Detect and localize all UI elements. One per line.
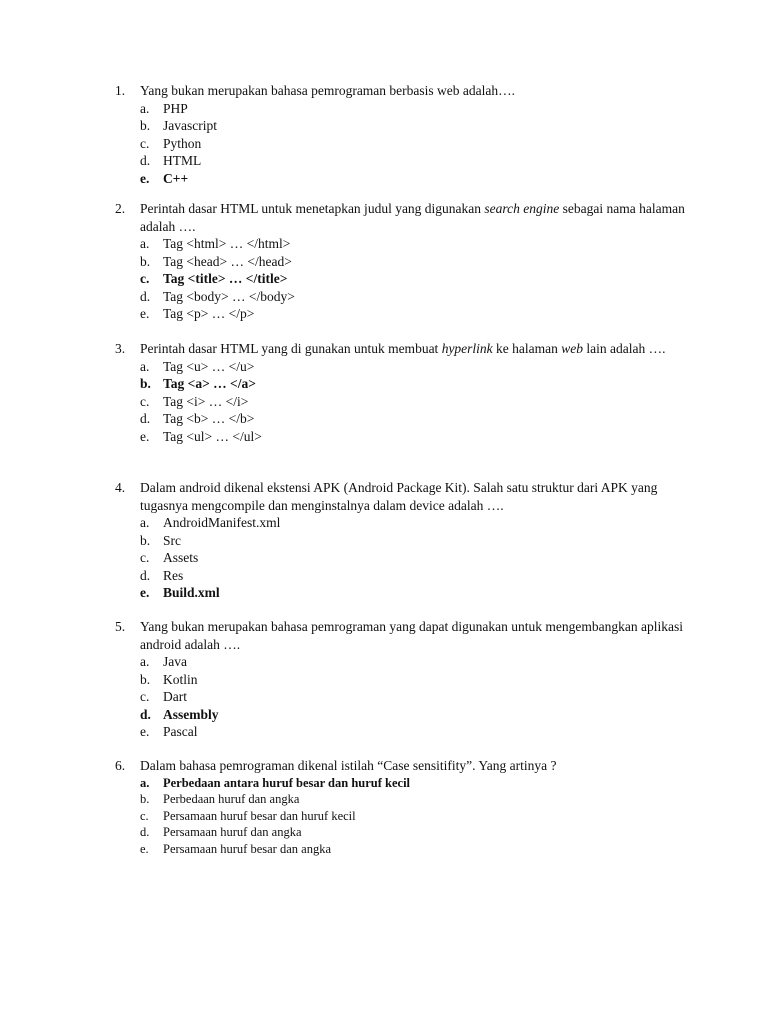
question-number: 1.: [115, 83, 126, 98]
option-e: [115, 305, 685, 323]
option-letter: a.: [140, 236, 150, 251]
question-6: [115, 757, 685, 857]
option-text: Persamaan huruf dan angka: [163, 825, 302, 839]
option-d: [115, 567, 685, 585]
option-a: [115, 358, 685, 376]
question-5: [115, 618, 685, 741]
option-text: Tag <b> … </b>: [163, 411, 255, 426]
question-stem: [115, 340, 685, 358]
option-a: [115, 775, 685, 792]
option-letter: b.: [140, 792, 150, 806]
option-b: [115, 375, 685, 393]
option-list: [115, 358, 685, 446]
option-text: Dart: [163, 689, 187, 704]
question-text: [140, 340, 685, 358]
question-number: 3.: [115, 341, 126, 356]
option-text: Perbedaan huruf dan angka: [163, 792, 300, 806]
option-letter: d.: [140, 153, 151, 168]
question-text: [140, 757, 685, 775]
option-e: [115, 723, 685, 741]
option-text: HTML: [163, 153, 202, 168]
question-text-italic: hyperlink: [441, 341, 493, 356]
option-text: Tag <title> … </title>: [163, 271, 288, 286]
question-stem: [115, 757, 685, 775]
option-a: [115, 653, 685, 671]
option-letter: e.: [140, 428, 150, 444]
option-letter: c.: [140, 550, 150, 565]
option-d: [115, 824, 685, 841]
option-d: [115, 152, 685, 170]
option-letter: b.: [140, 671, 151, 687]
option-a: [115, 100, 685, 118]
option-letter: e.: [140, 170, 150, 186]
option-text: Javascript: [163, 118, 217, 133]
option-letter: e.: [140, 585, 150, 600]
option-letter: c.: [140, 808, 149, 823]
option-letter: a.: [140, 358, 150, 374]
option-list: [115, 235, 685, 323]
question-text-part: Perintah dasar HTML untuk menetapkan judul yang digunakan: [140, 201, 485, 216]
question-text-part: Dalam android dikenal ekstensi APK (Android Package Kit). Salah satu struktur dari APK yang tugasnya mengcompile dan menginstalnya dalam device adalah ….: [140, 480, 658, 513]
question-4: [115, 479, 685, 602]
option-list: [115, 100, 685, 188]
option-e: [115, 428, 685, 446]
option-text: Res: [163, 567, 184, 583]
option-b: [115, 117, 685, 135]
option-a: [115, 514, 685, 532]
question-text-part: Dalam bahasa pemrograman dikenal istilah “Case sensitifity”. Yang artinya ?: [140, 758, 557, 773]
question-text-part: Perintah dasar HTML yang di gunakan untuk membuat: [140, 341, 442, 356]
option-text: Persamaan huruf besar dan angka: [163, 841, 331, 856]
option-letter: e.: [140, 306, 150, 321]
option-letter: c.: [140, 135, 150, 151]
option-c: [115, 688, 685, 706]
option-text: Python: [163, 135, 202, 151]
option-text: Tag <html> … </html>: [163, 236, 291, 251]
question-3: [115, 340, 685, 445]
option-d: [115, 706, 685, 724]
question-text: [140, 200, 685, 235]
option-letter: e.: [140, 724, 150, 739]
question-stem: [115, 618, 685, 653]
option-letter: a.: [140, 100, 150, 116]
option-text: Src: [163, 532, 181, 548]
option-letter: b.: [140, 253, 151, 269]
question-1: [115, 82, 685, 187]
option-letter: d.: [140, 825, 150, 839]
option-text: PHP: [163, 100, 188, 116]
question-2: [115, 200, 685, 323]
option-b: [115, 253, 685, 271]
option-letter: d.: [140, 288, 151, 304]
question-text-italic: web: [561, 341, 584, 356]
option-letter: c.: [140, 393, 150, 409]
option-list: [115, 514, 685, 602]
option-c: [115, 270, 685, 288]
option-text: Tag <i> … </i>: [163, 393, 249, 409]
option-letter: d.: [140, 411, 151, 426]
option-e: [115, 841, 685, 858]
option-letter: e.: [140, 841, 149, 856]
option-text: AndroidManifest.xml: [163, 515, 281, 530]
option-b: [115, 791, 685, 808]
option-text: C++: [163, 170, 189, 186]
option-d: [115, 288, 685, 306]
question-text: [140, 618, 685, 653]
option-text: Assets: [163, 550, 199, 565]
option-c: [115, 549, 685, 567]
option-d: [115, 410, 685, 428]
option-a: [115, 235, 685, 253]
option-text: Assembly: [163, 706, 219, 722]
question-text-part: lain adalah ….: [583, 341, 666, 356]
question-stem: [115, 479, 685, 514]
option-text: Tag <head> … </head>: [163, 253, 292, 269]
option-text: Tag <ul> … </ul>: [163, 428, 262, 444]
question-text: [140, 82, 685, 100]
option-text: Build.xml: [163, 585, 220, 600]
option-text: Tag <body> … </body>: [163, 288, 295, 304]
option-letter: a.: [140, 654, 150, 669]
question-text-italic: search engine: [484, 201, 560, 216]
option-b: [115, 671, 685, 689]
question-stem: [115, 82, 685, 100]
option-e: [115, 170, 685, 188]
question-text: [140, 479, 685, 514]
question-number: 6.: [115, 758, 126, 773]
option-letter: b.: [140, 376, 151, 391]
question-text-part: Yang bukan merupakan bahasa pemrograman yang dapat digunakan untuk mengembangkan aplikasi android adalah ….: [140, 619, 683, 652]
option-b: [115, 532, 685, 550]
option-text: Tag <p> … </p>: [163, 306, 255, 321]
option-letter: c.: [140, 689, 150, 704]
question-text-part: Yang bukan merupakan bahasa pemrograman berbasis web adalah….: [140, 83, 516, 98]
option-letter: d.: [140, 567, 151, 583]
option-text: Tag <a> … </a>: [163, 376, 256, 391]
option-text: Perbedaan antara huruf besar dan huruf kecil: [163, 775, 411, 790]
option-letter: b.: [140, 118, 151, 133]
option-c: [115, 393, 685, 411]
option-letter: c.: [140, 271, 150, 286]
question-number: 2.: [115, 201, 126, 216]
option-e: [115, 584, 685, 602]
option-text: Pascal: [163, 724, 198, 739]
question-text-part: sebagai nama halaman adalah ….: [140, 201, 685, 234]
question-text-part: ke halaman: [492, 341, 562, 356]
option-text: Tag <u> … </u>: [163, 358, 255, 374]
option-c: [115, 135, 685, 153]
question-stem: [115, 200, 685, 235]
option-list: [115, 775, 685, 858]
option-letter: d.: [140, 706, 151, 722]
option-list: [115, 653, 685, 741]
option-letter: a.: [140, 775, 150, 790]
option-letter: a.: [140, 515, 150, 530]
option-text: Persamaan huruf besar dan huruf kecil: [163, 808, 356, 823]
option-c: [115, 808, 685, 825]
question-number: 5.: [115, 619, 126, 634]
option-letter: b.: [140, 532, 151, 548]
option-text: Kotlin: [163, 671, 198, 687]
option-text: Java: [163, 654, 187, 669]
question-number: 4.: [115, 480, 126, 495]
